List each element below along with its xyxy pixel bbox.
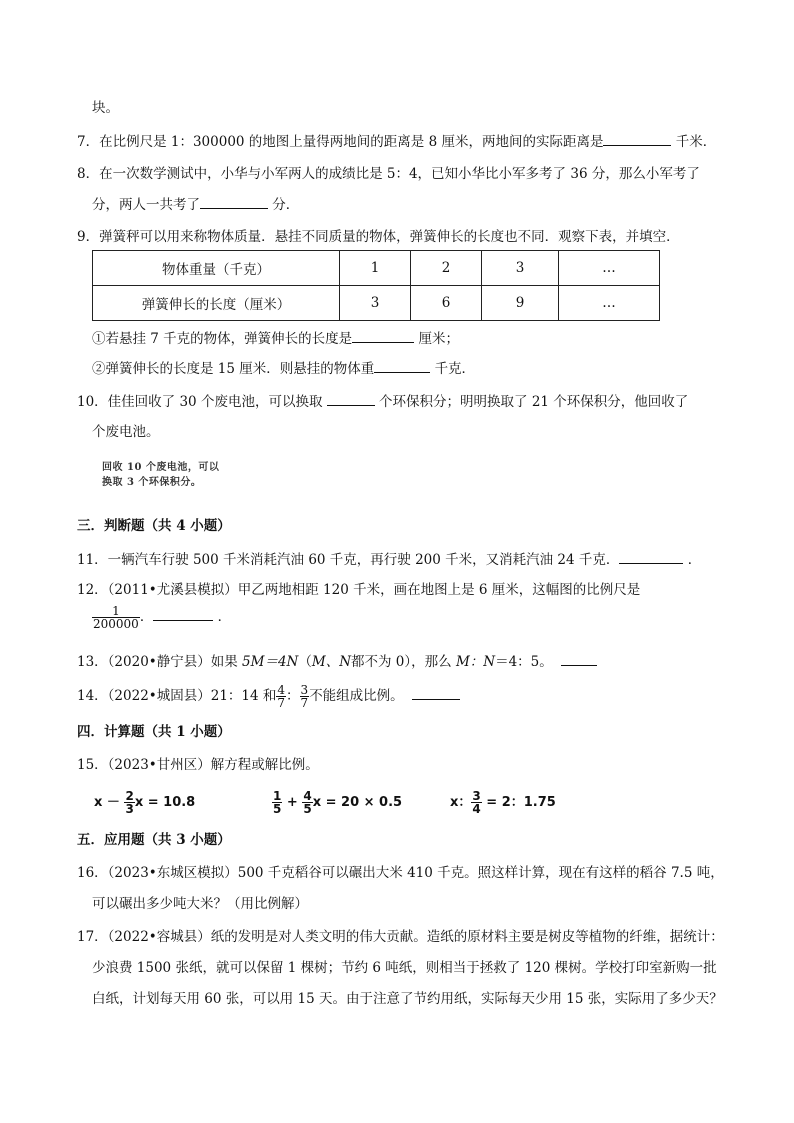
- table-row: [93, 286, 660, 321]
- scale-fraction: $\frac{1}{200000}$: [93, 604, 139, 631]
- spring-table: [92, 250, 660, 321]
- fraction: $\frac{4}{5}$: [303, 789, 312, 816]
- question-16-line2: 可以碾出多少吨大米？（用比例解）: [92, 896, 308, 912]
- question-17-line2: 少浪费 1500 张纸，就可以保留 1 棵树；节约 6 吨纸，则相当于拯救了 120 棵树。学校打印室新购一批: [92, 960, 717, 976]
- question-13: 13．（2020•静宁县）如果 5M＝4N（M、N都不为 0），那么 M：N＝4：5。: [77, 651, 597, 672]
- question-12: 12．（2011•尤溪县模拟）甲乙两地相距 120 千米，画在地图上是 6 厘米，这幅图的比例尺是: [77, 582, 641, 598]
- question-14: 14．（2022•城固县）21：14 和 $\frac{4}{7}$ ： $\frac{3}{7}$ 不能组成比例。: [77, 684, 460, 709]
- table-row: [93, 251, 660, 286]
- section-4-title: 四．计算题（共 1 小题）: [77, 724, 231, 740]
- table-cell: …: [559, 286, 660, 321]
- fraction: $\frac{3}{4}$: [472, 789, 481, 816]
- section-3-title: 三．判断题（共 4 小题）: [77, 518, 231, 534]
- question-15: 15．（2023•甘州区）解方程或解比例。: [77, 757, 319, 773]
- table-cell: 2: [411, 251, 482, 286]
- question-17: 17．（2022•容城县）纸的发明是对人类文明的伟大贡献。造纸的原材料主要是树皮等植物的纤维，据统计：: [77, 929, 724, 945]
- battery-note-image: 回收 10 个废电池，可以 换取 3 个环保积分。: [102, 462, 220, 488]
- table-cell: 6: [411, 286, 482, 321]
- equation-3: x： $\frac{3}{4}$ = 2：1.75: [450, 789, 556, 816]
- fraction: $\frac{2}{3}$: [125, 789, 134, 816]
- question-9: 9．弹簧秤可以用来称物体质量．悬挂不同质量的物体，弹簧伸长的长度也不同．观察下表，并填空．: [77, 229, 680, 245]
- question-9-sub1: ①若悬挂 7 千克的物体，弹簧伸长的长度是 厘米；: [92, 328, 459, 349]
- question-17-line3: 白纸，计划每天用 60 张，可以用 15 天。由于注意了节约用纸，实际每天少用 15 张，实际用了多少天？: [92, 991, 723, 1007]
- table-cell: 1: [340, 251, 411, 286]
- question-7: 7．在比例尺是 1：300000 的地图上量得两地间的距离是 8 厘米，两地间的实际距离是 千米．: [77, 131, 716, 152]
- answer-blank[interactable]: [561, 651, 597, 666]
- answer-blank[interactable]: [619, 549, 683, 564]
- answer-blank[interactable]: [374, 358, 430, 373]
- question-8: 8．在一次数学测试中，小华与小军两人的成绩比是 5：4，已知小华比小军多考了 36 分，那么小军考了: [77, 166, 700, 182]
- fraction: $\frac{1}{5}$: [273, 789, 282, 816]
- answer-blank[interactable]: [352, 328, 414, 343]
- table-cell: 3: [482, 251, 559, 286]
- table-cell: …: [559, 251, 660, 286]
- question-10-line2: 个废电池。: [92, 424, 160, 440]
- fraction: $\frac{4}{7}$: [277, 683, 286, 710]
- table-cell: 9: [482, 286, 559, 321]
- q6-tail: 块。: [92, 100, 119, 116]
- equation-2: $\frac{1}{5}$ + $\frac{4}{5}$ x = 20 × 0.5: [273, 789, 403, 816]
- answer-blank[interactable]: [327, 391, 375, 406]
- question-8-line2: 分，两人一共考了 分．: [92, 194, 299, 215]
- table-cell: 3: [340, 286, 411, 321]
- table-cell: 物体重量（千克）: [93, 251, 340, 286]
- answer-blank[interactable]: [200, 194, 268, 209]
- table-cell: 弹簧伸长的长度（厘米）: [93, 286, 340, 321]
- answer-blank[interactable]: [153, 606, 213, 621]
- section-5-title: 五．应用题（共 3 小题）: [77, 832, 231, 848]
- question-10: 10．佳佳回收了 30 个废电池，可以换取 个环保积分；明明换取了 21 个环保积分，他回收了: [77, 391, 688, 412]
- question-11: 11．一辆汽车行驶 500 千米消耗汽油 60 千克，再行驶 200 千米，又消耗汽油 24 千克． ．: [77, 549, 701, 570]
- answer-blank[interactable]: [603, 131, 671, 146]
- fraction: $\frac{3}{7}$: [300, 683, 309, 710]
- question-16: 16．（2023•东城区模拟）500 千克稻谷可以碾出大米 410 千克。照这样计算，现在有这样的稻谷 7.5 吨，: [77, 865, 724, 881]
- question-12-line2: $\frac{1}{200000}$ ． ．: [93, 604, 232, 631]
- answer-blank[interactable]: [412, 685, 460, 700]
- question-9-sub2: ②弹簧伸长的长度是 15 厘米．则悬挂的物体重 千克．: [92, 358, 475, 379]
- equation-1: x － $\frac{2}{3}$ x = 10.8: [94, 789, 196, 816]
